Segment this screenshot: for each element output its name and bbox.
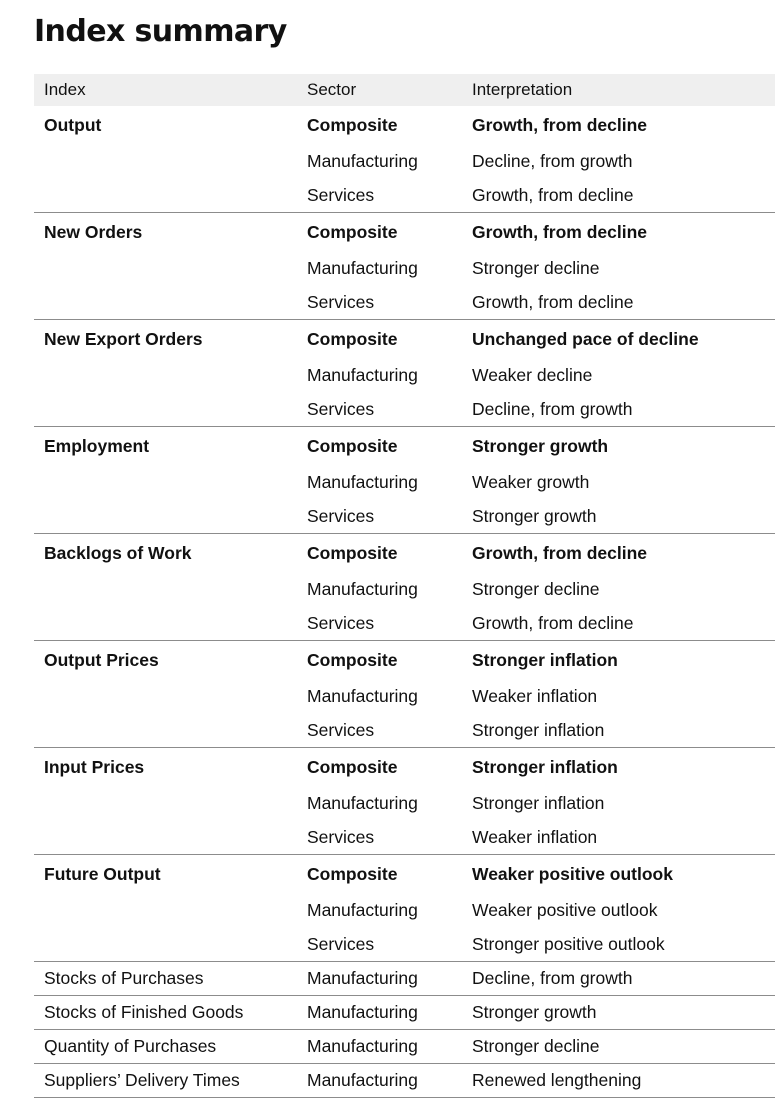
table-row bbox=[34, 499, 775, 534]
index-cell bbox=[34, 465, 297, 499]
interpretation-cell: Growth, from decline bbox=[462, 178, 775, 213]
sector-cell: Composite bbox=[307, 114, 398, 135]
table-row bbox=[34, 251, 775, 285]
sector-cell: Manufacturing bbox=[307, 578, 418, 599]
sector-cell: Manufacturing bbox=[297, 1064, 462, 1098]
sector-cell: Manufacturing bbox=[307, 150, 418, 171]
interpretation-cell: Stronger growth bbox=[462, 499, 775, 534]
index-cell bbox=[34, 927, 297, 962]
interpretation-cell: Stronger decline bbox=[472, 578, 600, 599]
interpretation-cell: Stronger inflation bbox=[472, 649, 618, 670]
table-row bbox=[34, 106, 775, 144]
table-row bbox=[34, 996, 775, 1030]
index-cell: Backlogs of Work bbox=[44, 542, 192, 563]
interpretation-cell: Stronger positive outlook bbox=[462, 927, 775, 962]
table-row bbox=[34, 358, 775, 392]
interpretation-cell: Decline, from growth bbox=[462, 392, 775, 427]
header-row bbox=[34, 74, 775, 106]
interpretation-cell: Stronger decline bbox=[462, 1030, 775, 1064]
index-cell: New Orders bbox=[44, 221, 143, 242]
index-cell bbox=[34, 606, 297, 641]
table-row bbox=[34, 713, 775, 748]
interpretation-cell: Renewed lengthening bbox=[462, 1064, 775, 1098]
interpretation-cell: Stronger growth bbox=[472, 435, 609, 456]
table-row bbox=[34, 679, 775, 713]
table-row bbox=[34, 1030, 775, 1064]
table-row bbox=[34, 820, 775, 855]
sector-cell: Composite bbox=[307, 328, 398, 349]
index-cell bbox=[34, 572, 297, 606]
table-row bbox=[34, 786, 775, 820]
sector-cell: Manufacturing bbox=[297, 1030, 462, 1064]
table-row bbox=[34, 320, 775, 359]
table-row bbox=[34, 285, 775, 320]
interpretation-cell: Weaker inflation bbox=[462, 820, 775, 855]
interpretation-cell: Growth, from decline bbox=[462, 606, 775, 641]
table-row bbox=[34, 178, 775, 213]
index-cell: New Export Orders bbox=[44, 328, 203, 349]
index-cell: Suppliers’ Delivery Times bbox=[34, 1064, 297, 1098]
index-summary-table bbox=[34, 74, 775, 1098]
index-cell bbox=[34, 786, 297, 820]
sector-cell: Services bbox=[297, 713, 462, 748]
sector-cell: Manufacturing bbox=[307, 899, 418, 920]
index-cell: Quantity of Purchases bbox=[34, 1030, 297, 1064]
sector-cell: Services bbox=[297, 285, 462, 320]
interpretation-cell: Weaker inflation bbox=[472, 685, 598, 706]
table-row bbox=[34, 392, 775, 427]
interpretation-cell: Weaker positive outlook bbox=[472, 863, 673, 884]
index-cell bbox=[34, 820, 297, 855]
index-cell: Stocks of Finished Goods bbox=[34, 996, 297, 1030]
index-cell bbox=[34, 392, 297, 427]
table-row bbox=[34, 534, 775, 573]
interpretation-cell: Weaker decline bbox=[472, 364, 593, 385]
index-cell bbox=[34, 178, 297, 213]
sector-cell: Composite bbox=[307, 542, 398, 563]
sector-cell: Services bbox=[297, 606, 462, 641]
interpretation-cell: Stronger inflation bbox=[472, 756, 618, 777]
sector-cell: Services bbox=[297, 499, 462, 534]
index-cell bbox=[34, 285, 297, 320]
index-cell bbox=[34, 679, 297, 713]
index-cell: Output bbox=[44, 114, 102, 135]
sector-cell: Services bbox=[297, 820, 462, 855]
table-row bbox=[34, 213, 775, 252]
sector-cell: Composite bbox=[307, 863, 398, 884]
index-cell: Stocks of Purchases bbox=[34, 962, 297, 996]
sector-cell: Services bbox=[297, 927, 462, 962]
sector-cell: Manufacturing bbox=[297, 996, 462, 1030]
table-row bbox=[34, 427, 775, 466]
index-cell: Input Prices bbox=[44, 756, 145, 777]
header-index: Index bbox=[34, 74, 297, 106]
header-sector: Sector bbox=[297, 74, 462, 106]
table-row bbox=[34, 641, 775, 680]
interpretation-cell: Growth, from decline bbox=[472, 542, 648, 563]
index-cell bbox=[34, 144, 297, 178]
sector-cell: Composite bbox=[307, 756, 398, 777]
sector-cell: Composite bbox=[307, 435, 398, 456]
sector-cell: Services bbox=[297, 392, 462, 427]
table-header bbox=[34, 74, 775, 106]
table-row bbox=[34, 893, 775, 927]
table-row bbox=[34, 855, 775, 894]
table-row bbox=[34, 1064, 775, 1098]
header-interpretation: Interpretation bbox=[462, 74, 775, 106]
index-cell bbox=[34, 251, 297, 285]
index-cell bbox=[34, 713, 297, 748]
interpretation-cell: Growth, from decline bbox=[472, 114, 648, 135]
sector-cell: Manufacturing bbox=[307, 471, 418, 492]
interpretation-cell: Weaker growth bbox=[472, 471, 590, 492]
index-cell bbox=[34, 499, 297, 534]
sector-cell: Manufacturing bbox=[297, 962, 462, 996]
interpretation-cell: Stronger decline bbox=[472, 257, 600, 278]
table-row bbox=[34, 962, 775, 996]
index-cell: Future Output bbox=[44, 863, 161, 884]
interpretation-cell: Unchanged pace of decline bbox=[472, 328, 699, 349]
table-row bbox=[34, 465, 775, 499]
interpretation-cell: Stronger inflation bbox=[472, 792, 605, 813]
interpretation-cell: Stronger inflation bbox=[462, 713, 775, 748]
table-row bbox=[34, 606, 775, 641]
page-title: Index summary bbox=[34, 14, 287, 49]
sector-cell: Composite bbox=[307, 649, 398, 670]
sector-cell: Services bbox=[297, 178, 462, 213]
interpretation-cell: Decline, from growth bbox=[462, 962, 775, 996]
index-cell: Output Prices bbox=[44, 649, 159, 670]
table-row bbox=[34, 748, 775, 787]
interpretation-cell: Stronger growth bbox=[462, 996, 775, 1030]
table-row bbox=[34, 927, 775, 962]
sector-cell: Manufacturing bbox=[307, 257, 418, 278]
sector-cell: Manufacturing bbox=[307, 792, 418, 813]
index-cell: Employment bbox=[44, 435, 150, 456]
interpretation-cell: Decline, from growth bbox=[472, 150, 633, 171]
sector-cell: Manufacturing bbox=[307, 685, 418, 706]
table-body bbox=[34, 106, 775, 1098]
table-row bbox=[34, 572, 775, 606]
interpretation-cell: Weaker positive outlook bbox=[472, 899, 658, 920]
sector-cell: Manufacturing bbox=[307, 364, 418, 385]
interpretation-cell: Growth, from decline bbox=[472, 221, 648, 242]
index-cell bbox=[34, 358, 297, 392]
interpretation-cell: Growth, from decline bbox=[462, 285, 775, 320]
sector-cell: Composite bbox=[307, 221, 398, 242]
table-row bbox=[34, 144, 775, 178]
index-cell bbox=[34, 893, 297, 927]
